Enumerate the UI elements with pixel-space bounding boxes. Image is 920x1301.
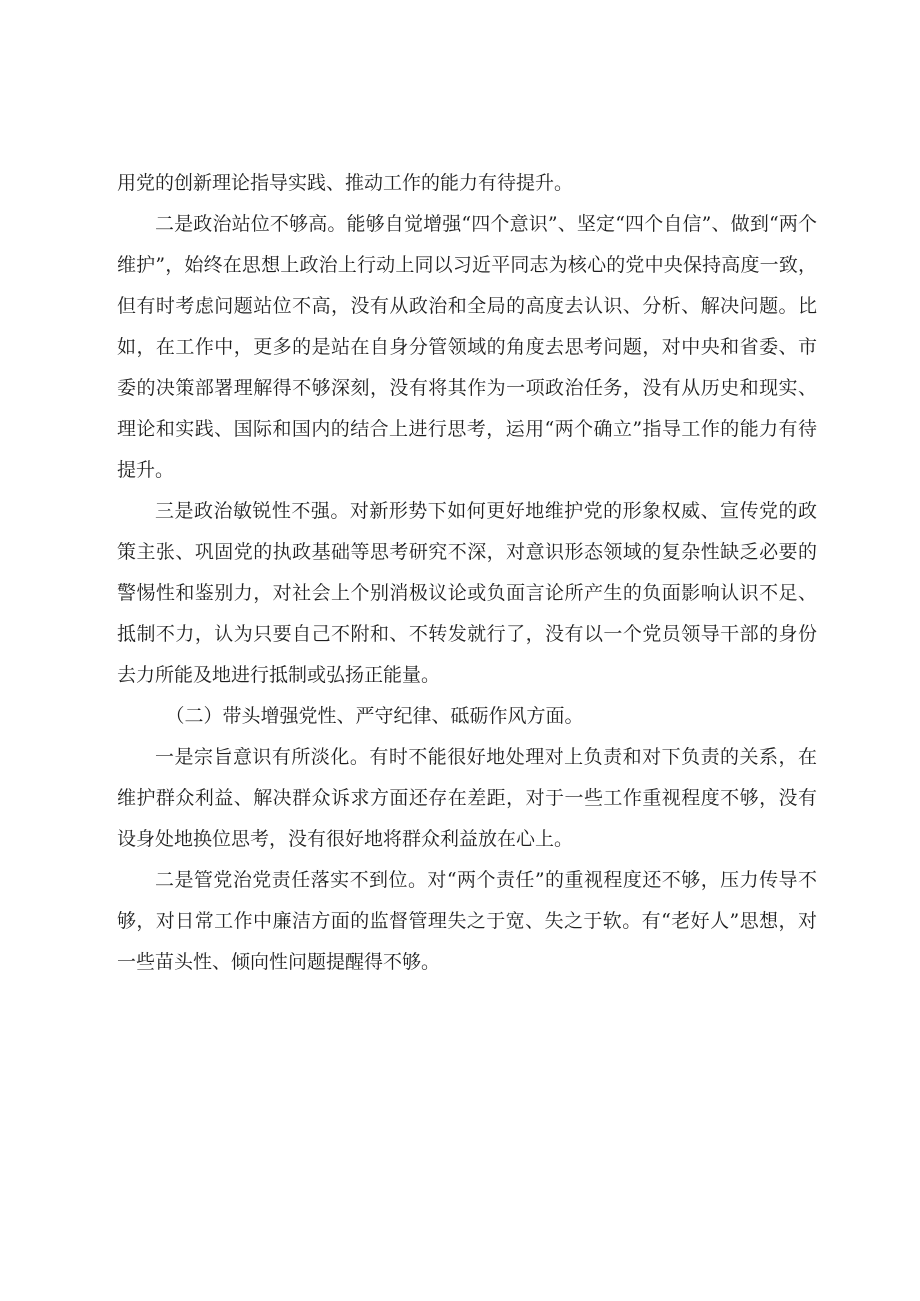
paragraph-purpose-awareness: 一是宗旨意识有所淡化。有时不能很好地处理对上负责和对下负责的关系，在维护群众利益、解决群众诉求方面还存在差距，对于一些工作重视程度不够，没有设身处地换位思考，没有很好地将群众利益放在心上。 xyxy=(117,746,817,850)
paragraph-party-responsibility: 二是管党治党责任落实不到位。对“两个责任”的重视程度还不够，压力传导不够，对日常工作中廉洁方面的监督管理失之于宽、失之于软。有“老好人”思想，对一些苗头性、倾向性问题提醒得不够。 xyxy=(117,869,817,973)
section-heading-2: （二）带头增强党性、严守纪律、砥砺作风方面。 xyxy=(165,705,584,727)
document-body xyxy=(117,163,817,983)
paragraph-continuation: 用党的创新理论指导实践、推动工作的能力有待提升。 xyxy=(117,172,574,194)
paragraph-political-sensitivity: 三是政治敏锐性不强。对新形势下如何更好地维护党的形象权威、宣传党的政策主张、巩固党的执政基础等思考研究不深，对意识形态领域的复杂性缺乏必要的警惕性和鉴别力，对社会上个别消极议论或负面言论所产生的负面影响认识不足、抵制不力，认为只要自己不附和、不转发就行了，没有以一个党员领导干部的身份去力所能及地进行抵制或弘扬正能量。 xyxy=(117,500,817,686)
paragraph-political-stance: 二是政治站位不够高。能够自觉增强“四个意识”、坚定“四个自信”、做到“两个维护”，始终在思想上政治上行动上同以习近平同志为核心的党中央保持高度一致，但有时考虑问题站位不高，没有从政治和全局的高度去认识、分析、解决问题。比如，在工作中，更多的是站在自身分管领域的角度去思考问题，对中央和省委、市委的决策部署理解得不够深刻，没有将其作为一项政治任务，没有从历史和现实、理论和实践、国际和国内的结合上进行思考，运用“两个确立”指导工作的能力有待提升。 xyxy=(117,213,817,481)
